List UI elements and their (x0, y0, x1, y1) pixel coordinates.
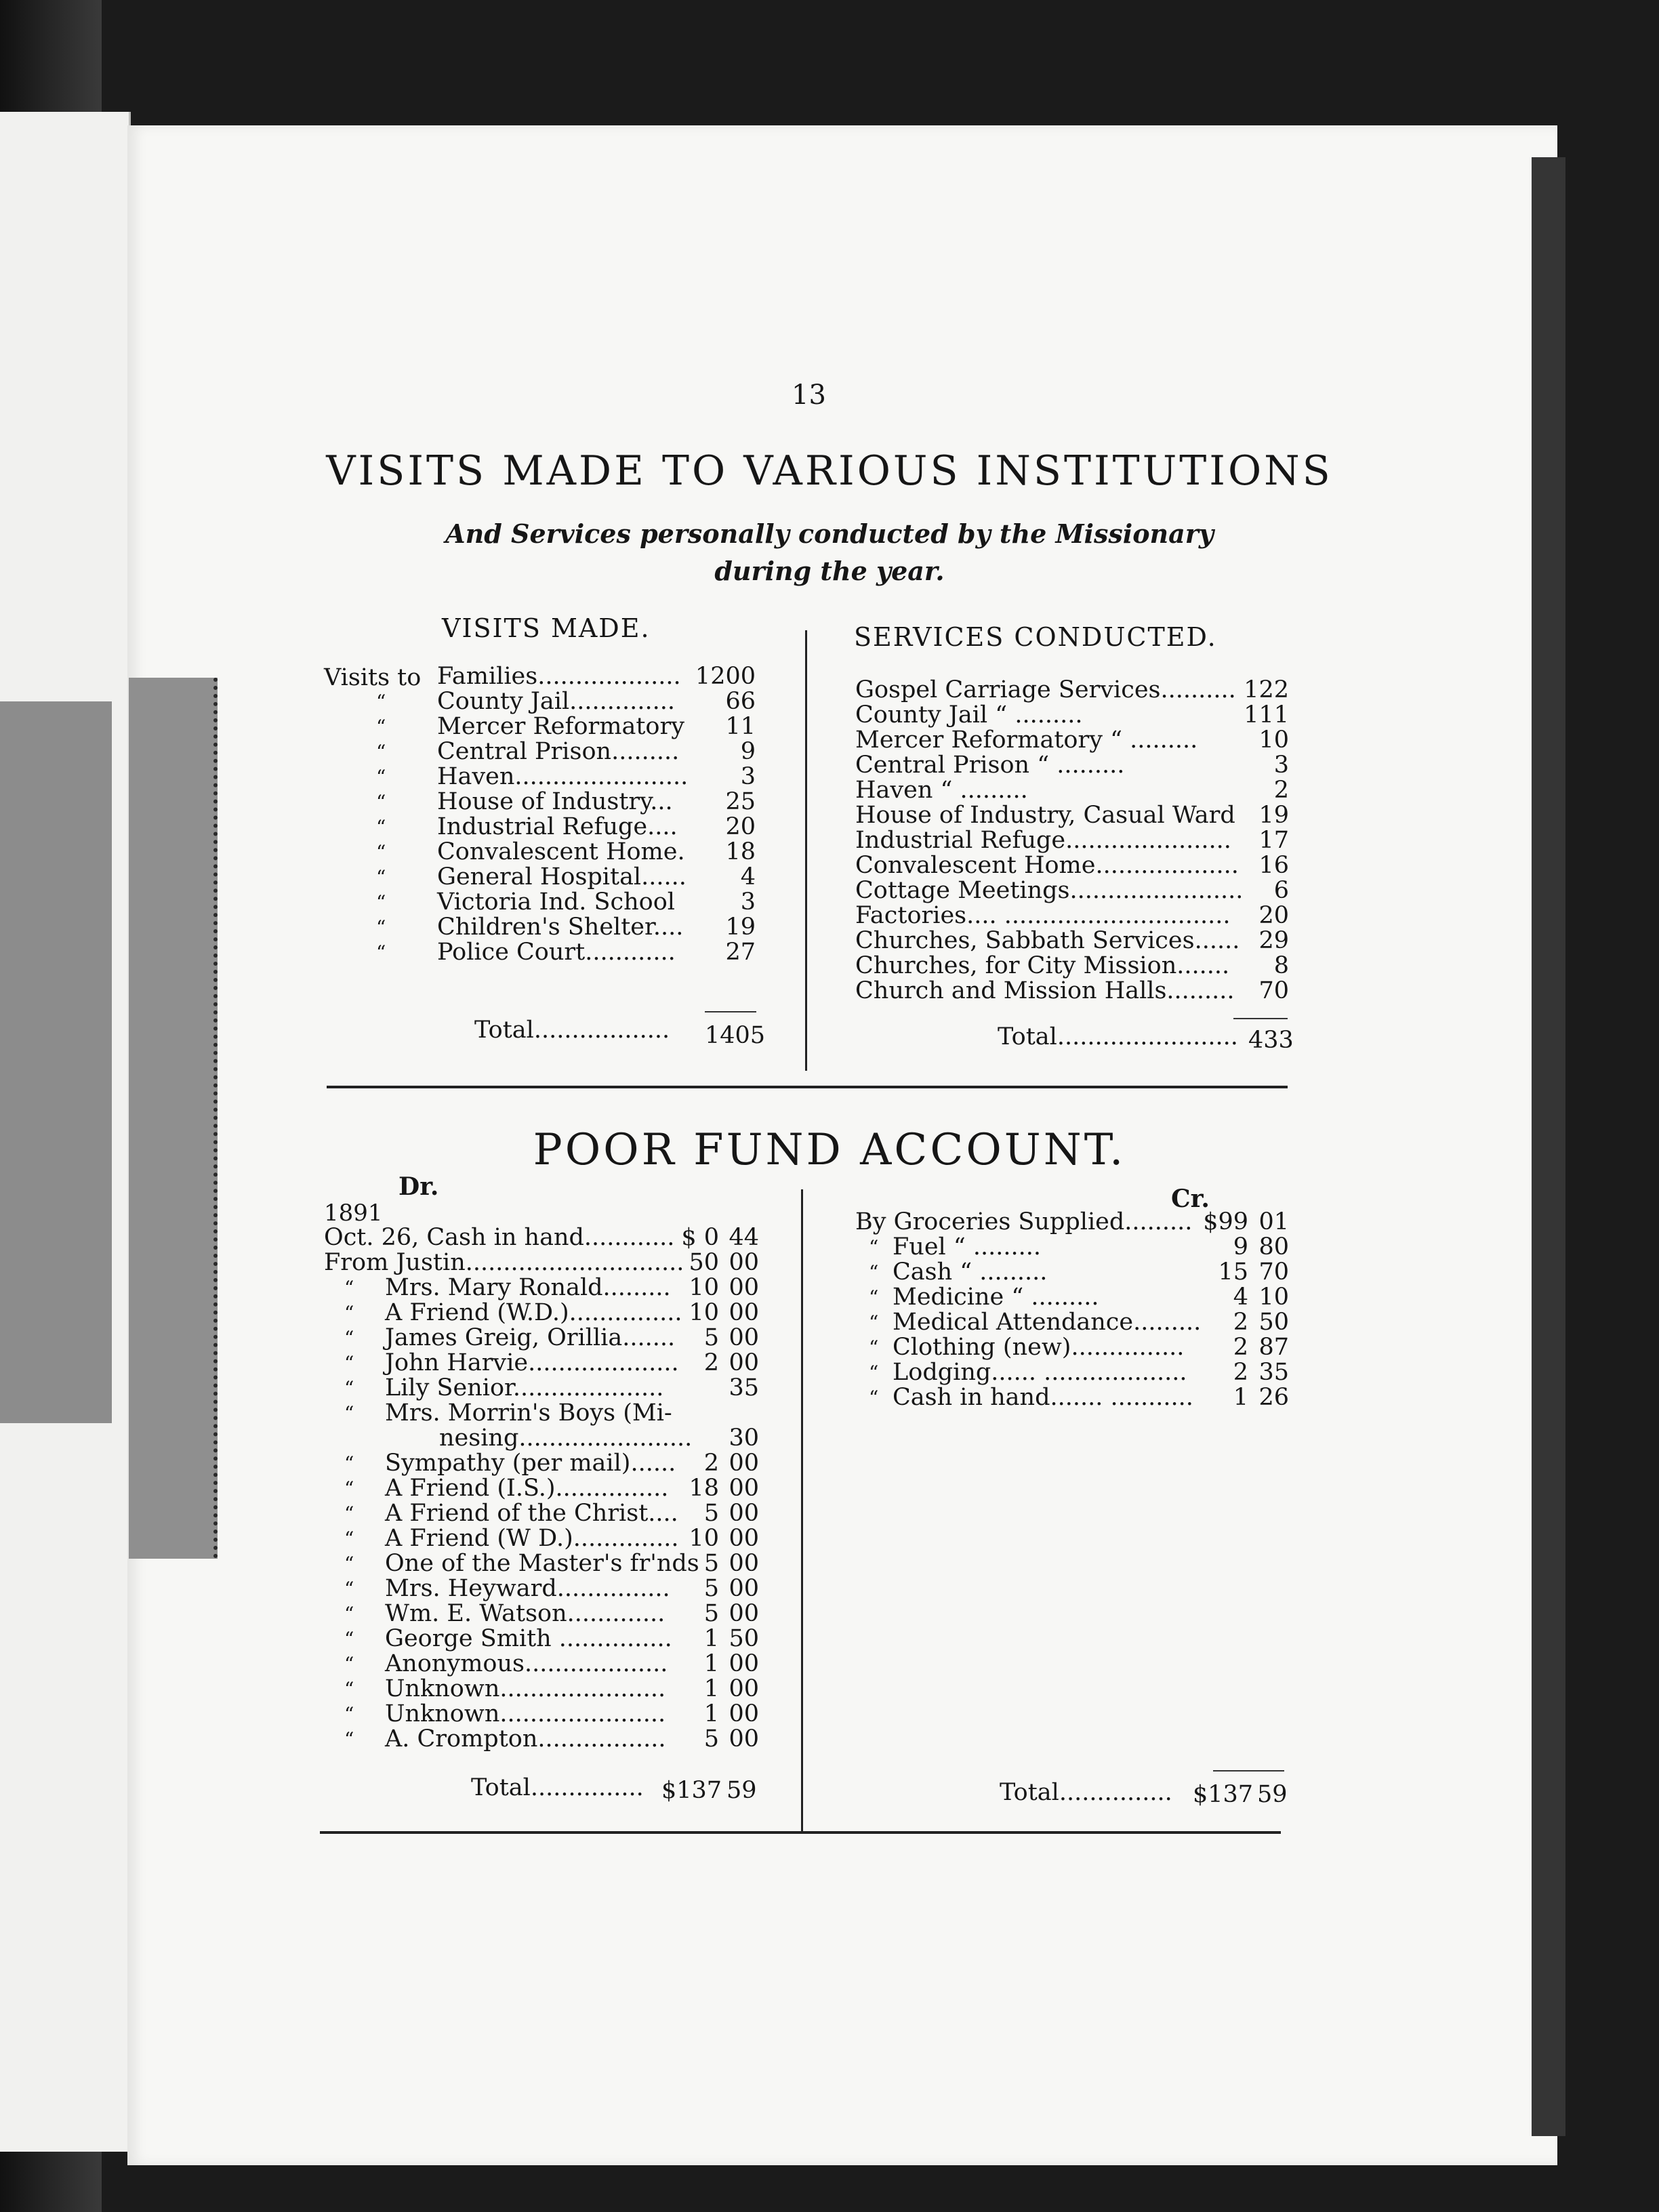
credit-row (855, 1260, 1289, 1285)
ditto-mark: “ (344, 1578, 354, 1600)
visit-value: 4 (740, 863, 756, 890)
service-value: 20 (1258, 902, 1289, 929)
credit-cents: 87 (1258, 1334, 1289, 1361)
visit-label: Mercer Reformatory (437, 713, 684, 740)
service-row (855, 728, 1289, 753)
ledger-year: 1891 (324, 1200, 383, 1227)
ditto-mark: “ (869, 1361, 879, 1384)
visits-heading: VISITS MADE. (442, 613, 651, 643)
visit-label: Convalescent Home. (437, 838, 685, 865)
credit-row (855, 1385, 1289, 1410)
service-label: Church and Mission Halls......... (855, 977, 1235, 1004)
debit-cents: 00 (729, 1475, 759, 1502)
service-label: Cottage Meetings....................... (855, 877, 1244, 904)
credit-cents: 70 (1258, 1258, 1289, 1286)
debit-cents: 00 (729, 1650, 759, 1677)
debit-dollars: 1 (703, 1700, 719, 1727)
credit-dollars: 2 (1233, 1359, 1248, 1386)
debit-dollars: 5 (703, 1600, 719, 1627)
debit-row (324, 1576, 761, 1601)
service-row (855, 903, 1289, 928)
service-row (855, 803, 1289, 828)
service-value: 19 (1258, 802, 1289, 829)
debit-row (324, 1702, 761, 1727)
service-label: Churches, for City Mission....... (855, 952, 1230, 979)
bottom-rule (320, 1831, 1281, 1834)
debit-row (324, 1351, 761, 1376)
visit-value: 20 (725, 813, 756, 840)
visit-row (363, 815, 759, 840)
credit-cents: 35 (1258, 1359, 1289, 1386)
visit-row (363, 915, 759, 940)
service-row (855, 753, 1289, 778)
ditto-mark: “ (344, 1477, 354, 1500)
debit-cents: 50 (729, 1625, 759, 1652)
debit-row (324, 1401, 761, 1426)
debit-cents: 00 (729, 1450, 759, 1477)
ditto-mark: “ (344, 1377, 354, 1399)
credit-row (855, 1235, 1289, 1260)
service-value: 70 (1258, 977, 1289, 1004)
ditto-mark: “ (869, 1387, 879, 1409)
service-row (855, 853, 1289, 878)
service-row (855, 678, 1289, 703)
ditto-mark: “ (376, 866, 386, 888)
subtitle-line-2: during the year. (714, 556, 945, 586)
debit-cents: 30 (729, 1425, 759, 1452)
service-row (855, 979, 1289, 1004)
visit-value: 19 (725, 914, 756, 941)
ditto-mark: “ (344, 1728, 354, 1750)
debit-cents: 00 (729, 1249, 759, 1276)
service-value: 6 (1273, 877, 1289, 904)
visits-total-value: 1405 (705, 1022, 766, 1049)
credit-label: Cash “ ......... (893, 1258, 1048, 1286)
services-total-label: Total........................ (998, 1023, 1238, 1050)
ditto-mark: “ (376, 691, 386, 713)
ditto-mark: “ (376, 791, 386, 813)
debit-total-label: Total............... (471, 1774, 644, 1801)
page-number: 13 (792, 380, 826, 411)
poor-fund-title: POOR FUND ACCOUNT. (533, 1125, 1126, 1175)
debit-row (324, 1501, 761, 1526)
ditto-mark: “ (344, 1352, 354, 1374)
credit-label: Fuel “ ......... (893, 1233, 1042, 1261)
debit-dollars: 5 (703, 1500, 719, 1527)
service-label: Industrial Refuge...................... (855, 827, 1231, 854)
visits-total-rule (705, 1011, 756, 1012)
service-value: 3 (1273, 752, 1289, 779)
service-row (855, 828, 1289, 853)
debit-row (324, 1275, 761, 1300)
debit-row (324, 1300, 761, 1326)
visit-label: Industrial Refuge.... (437, 813, 678, 840)
visit-value: 9 (740, 738, 756, 765)
column-divider-bottom (801, 1189, 803, 1833)
debit-label: John Harvie.................... (385, 1349, 679, 1376)
ditto-mark: “ (344, 1678, 354, 1700)
debit-dollars: 5 (703, 1550, 719, 1577)
ditto-mark: “ (376, 891, 386, 914)
debit-cents: 00 (729, 1525, 759, 1552)
debit-label: Anonymous................... (385, 1650, 668, 1677)
column-divider-top (805, 630, 807, 1071)
debit-cents: 00 (729, 1349, 759, 1376)
service-row (855, 954, 1289, 979)
credit-cents: 26 (1258, 1384, 1289, 1411)
service-value: 17 (1258, 827, 1289, 854)
facing-page-tab (0, 701, 112, 1423)
visit-label: General Hospital...... (437, 863, 687, 890)
debit-row (324, 1626, 761, 1652)
service-label: County Jail “ ......... (855, 701, 1083, 729)
debit-dollars: 5 (703, 1725, 719, 1753)
visit-row (363, 790, 759, 815)
ditto-mark: “ (376, 941, 386, 964)
service-value: 10 (1258, 726, 1289, 754)
visit-label: Central Prison......... (437, 738, 680, 765)
debit-cents: 00 (729, 1274, 759, 1301)
debit-dollars: 5 (703, 1575, 719, 1602)
credit-total-label: Total............... (1000, 1779, 1172, 1806)
visit-row (363, 840, 759, 865)
debit-dollars: 10 (689, 1299, 719, 1326)
credit-cents: 10 (1258, 1284, 1289, 1311)
debit-cents: 00 (729, 1500, 759, 1527)
visit-value: 25 (725, 788, 756, 815)
service-label: Mercer Reformatory “ ......... (855, 726, 1198, 754)
credit-label: Lodging...... ................... (893, 1359, 1187, 1386)
services-heading: SERVICES CONDUCTED. (854, 622, 1217, 652)
ditto-mark: “ (376, 916, 386, 939)
debit-label: A Friend (W D.).............. (385, 1525, 679, 1552)
ditto-mark: “ (376, 841, 386, 863)
service-label: Churches, Sabbath Services...... (855, 927, 1240, 954)
visit-value: 66 (725, 688, 756, 715)
visit-row (363, 689, 759, 714)
debit-cents: 00 (729, 1675, 759, 1702)
ditto-mark: “ (344, 1528, 354, 1550)
credit-dollars: 4 (1233, 1284, 1248, 1311)
debit-row (324, 1652, 761, 1677)
ditto-mark: “ (344, 1452, 354, 1475)
credit-dollars: 2 (1233, 1334, 1248, 1361)
debit-dollars: 1 (703, 1625, 719, 1652)
debit-label: Unknown...................... (385, 1700, 666, 1727)
credit-label: Cr. (1171, 1185, 1210, 1213)
credit-cents: 01 (1258, 1208, 1289, 1235)
credit-cents: 80 (1258, 1233, 1289, 1261)
credit-total-rule (1213, 1770, 1284, 1771)
credit-list (855, 1210, 1289, 1410)
ditto-mark: “ (344, 1327, 354, 1349)
service-label: Central Prison “ ......... (855, 752, 1125, 779)
debit-total-cents: 59 (726, 1777, 757, 1804)
debit-label: nesing....................... (439, 1425, 693, 1452)
service-value: 2 (1273, 777, 1289, 804)
debit-cents: 00 (729, 1550, 759, 1577)
credit-total-cents: 59 (1257, 1781, 1288, 1808)
visit-row (363, 865, 759, 890)
debit-list (324, 1225, 761, 1752)
service-label: Haven “ ......... (855, 777, 1028, 804)
service-row (855, 703, 1289, 728)
ditto-mark: “ (344, 1653, 354, 1675)
debit-label: From Justin............................. (324, 1249, 684, 1276)
debit-dollars: 10 (689, 1274, 719, 1301)
debit-row (324, 1225, 761, 1250)
ditto-mark: “ (344, 1402, 354, 1425)
service-value: 29 (1258, 927, 1289, 954)
credit-dollars: $99 (1203, 1208, 1248, 1235)
debit-row (324, 1250, 761, 1275)
ditto-mark: “ (869, 1311, 879, 1334)
ditto-mark: “ (869, 1336, 879, 1359)
services-list (855, 678, 1289, 1004)
visit-row (363, 764, 759, 790)
visit-label: Victoria Ind. School (437, 888, 675, 916)
debit-label: Mrs. Morrin's Boys (Mi- (385, 1399, 672, 1427)
visit-row (363, 940, 759, 965)
debit-row (324, 1326, 761, 1351)
debit-label: A Friend (W.D.)............... (385, 1299, 682, 1326)
service-value: 16 (1258, 852, 1289, 879)
credit-row (855, 1285, 1289, 1310)
visits-total-label: Total.................. (474, 1017, 670, 1044)
ditto-mark: “ (344, 1703, 354, 1725)
credit-dollars: 2 (1233, 1309, 1248, 1336)
ditto-mark: “ (344, 1302, 354, 1324)
debit-row (324, 1727, 761, 1752)
services-total-rule (1233, 1018, 1288, 1019)
section-divider (327, 1086, 1288, 1088)
visit-row (363, 714, 759, 739)
credit-label: By Groceries Supplied......... (855, 1208, 1193, 1235)
visit-value: 1200 (695, 663, 756, 690)
credit-row (855, 1210, 1289, 1235)
service-label: Gospel Carriage Services.......... (855, 676, 1236, 703)
credit-label: Cash in hand....... ........... (893, 1384, 1193, 1411)
visit-value: 3 (740, 763, 756, 790)
debit-dollars: $ 0 (681, 1224, 719, 1251)
debit-dollars: 5 (703, 1324, 719, 1351)
debit-label: A. Crompton................. (385, 1725, 666, 1753)
visit-label: Families................... (437, 663, 681, 690)
service-label: Factories.... .............................. (855, 902, 1231, 929)
binding-strip (129, 678, 218, 1559)
debit-label: George Smith ............... (385, 1625, 672, 1652)
subtitle-line-1: And Services personally conducted by the Missionary (445, 518, 1214, 549)
debit-cents: 00 (729, 1324, 759, 1351)
page-title: VISITS MADE TO VARIOUS INSTITUTIONS (326, 447, 1333, 495)
debit-label: Wm. E. Watson............. (385, 1600, 665, 1627)
service-row (855, 778, 1289, 803)
ditto-mark: “ (869, 1261, 879, 1284)
service-value: 122 (1244, 676, 1289, 703)
ditto-mark: “ (869, 1236, 879, 1258)
debit-cents: 00 (729, 1700, 759, 1727)
service-value: 8 (1273, 952, 1289, 979)
debit-dollars: 18 (689, 1475, 719, 1502)
debit-dollars: 1 (703, 1650, 719, 1677)
debit-cents: 00 (729, 1575, 759, 1602)
ditto-mark: “ (344, 1502, 354, 1525)
debit-label: A Friend of the Christ.... (385, 1500, 678, 1527)
visit-row (363, 739, 759, 764)
debit-cents: 44 (729, 1224, 759, 1251)
debit-label: James Greig, Orillia....... (385, 1324, 676, 1351)
credit-dollars: 15 (1218, 1258, 1248, 1286)
debit-label: Sympathy (per mail)...... (385, 1450, 676, 1477)
debit-row (324, 1451, 761, 1476)
visit-value: 11 (725, 713, 756, 740)
debit-dollars: 2 (703, 1450, 719, 1477)
ditto-mark: “ (344, 1277, 354, 1299)
debit-label: Lily Senior.................... (385, 1374, 664, 1401)
credit-row (855, 1360, 1289, 1385)
debit-label: Mrs. Heyward............... (385, 1575, 670, 1602)
ditto-mark: “ (376, 716, 386, 738)
credit-dollars: 1 (1233, 1384, 1248, 1411)
debit-row (324, 1677, 761, 1702)
service-row (855, 878, 1289, 903)
debit-row (324, 1426, 761, 1451)
debit-dollars: 2 (703, 1349, 719, 1376)
debit-label: A Friend (I.S.)............... (385, 1475, 669, 1502)
debit-label: Mrs. Mary Ronald......... (385, 1274, 671, 1301)
services-total-value: 433 (1248, 1027, 1294, 1054)
service-label: Convalescent Home................... (855, 852, 1239, 879)
credit-label: Medical Attendance......... (893, 1309, 1202, 1336)
ditto-mark: “ (376, 741, 386, 763)
credit-row (855, 1310, 1289, 1335)
debit-dollars: 50 (689, 1249, 719, 1276)
visit-value: 3 (740, 888, 756, 916)
debit-row (324, 1601, 761, 1626)
debit-row (324, 1376, 761, 1401)
visit-row (363, 664, 759, 689)
visit-value: 27 (725, 939, 756, 966)
debit-row (324, 1526, 761, 1551)
service-row (855, 928, 1289, 954)
visit-value: 18 (725, 838, 756, 865)
debit-cents: 00 (729, 1600, 759, 1627)
credit-dollars: 9 (1233, 1233, 1248, 1261)
ditto-mark: “ (376, 816, 386, 838)
service-value: 111 (1244, 701, 1289, 729)
visit-label: Haven....................... (437, 763, 689, 790)
debit-label: Oct. 26, Cash in hand............ (324, 1224, 675, 1251)
credit-total-dollars: $137 (1193, 1781, 1254, 1808)
ditto-mark: “ (344, 1603, 354, 1625)
debit-cents: 35 (729, 1374, 759, 1401)
debit-label: One of the Master's fr'nds (385, 1550, 699, 1577)
credit-row (855, 1335, 1289, 1360)
ditto-mark: “ (344, 1628, 354, 1650)
visit-label: House of Industry... (437, 788, 673, 815)
visit-row (363, 890, 759, 915)
service-label: House of Industry, Casual Ward (855, 802, 1235, 829)
ditto-mark: “ (869, 1286, 879, 1309)
visit-label: County Jail.............. (437, 688, 675, 715)
credit-label: Medicine “ ......... (893, 1284, 1099, 1311)
debit-dollars: 10 (689, 1525, 719, 1552)
credit-cents: 50 (1258, 1309, 1289, 1336)
ditto-mark: “ (376, 766, 386, 788)
visits-list (363, 664, 759, 965)
debit-label: Dr. (398, 1172, 439, 1201)
debit-cents: 00 (729, 1299, 759, 1326)
debit-total-dollars: $137 (661, 1777, 722, 1804)
debit-row (324, 1551, 761, 1576)
visit-label: Children's Shelter.... (437, 914, 684, 941)
debit-cents: 00 (729, 1725, 759, 1753)
visit-label: Police Court............ (437, 939, 676, 966)
debit-label: Unknown...................... (385, 1675, 666, 1702)
debit-dollars: 1 (703, 1675, 719, 1702)
credit-label: Clothing (new)............... (893, 1334, 1185, 1361)
debit-row (324, 1476, 761, 1501)
visits-prefix: Visits to (324, 664, 422, 691)
ditto-mark: “ (344, 1553, 354, 1575)
